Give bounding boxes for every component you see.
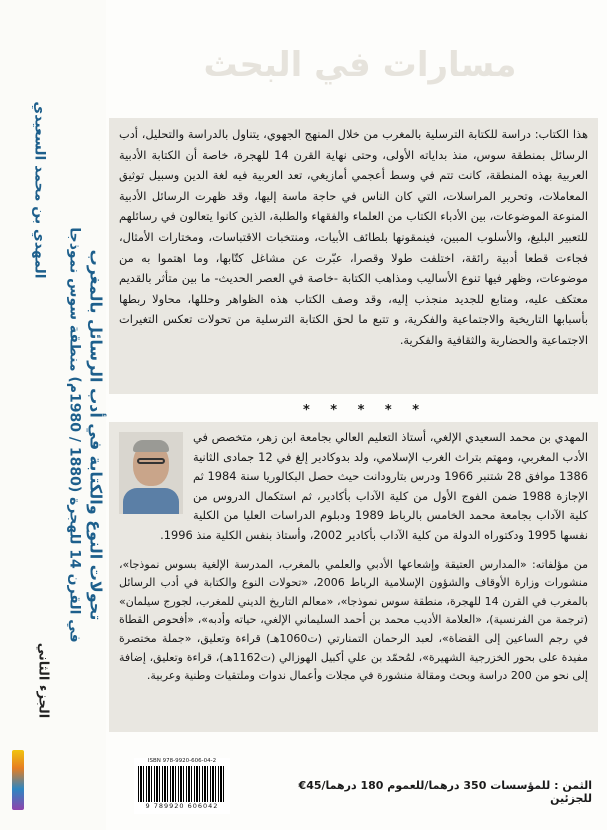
author-photo — [119, 432, 183, 514]
spine-title-line2: في القرن 14 للهجرة (1880 / 1980م) منطقة سوس نموذجا — [67, 227, 84, 643]
price: الثمن : للمؤسسات 350 درهما/للعموم 180 درهما/45€ للجزئين — [298, 779, 592, 805]
barcode-bars-icon — [138, 766, 226, 802]
about-box — [109, 118, 598, 394]
author-works: من مؤلفاته: «المدارس العتيقة وإشعاعها الأدبي والعلمي بالمغرب، المدرسة الإلغية بسوس نموذجا»، منشورات وزارة الأوقاف والشؤون الإسلامية الرباط 2006، «تحولات النوع والكتابة في أدب الرسائل بالمغرب في القرن 14 للهجرة، منطقة سوس نموذجا»، «معالم التاريخ الديني للمغرب، لجورج سيلمان» (ترجمة من الفرنسية)، «العلامة الأديب محمد بن أحمد السليماني الإلغي، حياته وأدبه»، «أفحوص القطاة في رجم الساعين إلى القضاة»، لعبد الرحمان التمنارتي (ت1060هـ) قراءة وتعليق، «جملة مختصرة مفيدة على بحور الخزرجية الشهيرة»، لمُحمّد بن علي أكبيل الهوزالي (ت1162هـ)، قراءة وتعليق، إضافة إلى نحو من 200 دراسة وبحث ومقالة منشورة في مجلات وأعمال ندوات وملتقيات وطنية وعربية. — [119, 557, 588, 683]
spine-title-line1: تحولات النوع والكتابة في أدب الرسائل بالمغرب — [87, 249, 107, 621]
publisher-logo-icon — [12, 750, 24, 810]
separator: * * * * * — [302, 403, 428, 418]
spine-author: المهدي بن محمد السعيدي — [32, 101, 48, 279]
about-text: هذا الكتاب: دراسة للكتابة الترسلية بالمغرب من خلال المنهج الجهوي، يتناول بالدراسة والتحليل، أدب الرسائل بمنطقة سوس، منذ بداياته الأولى، وحتى نهاية القرن 14 للهجرة، خاصة أن الكتابة الأدبية العربية بهذه المنطقة، كانت تتم في وسط أعجمي أمازيغي، تعد العربية فيه لغة الدين وسبيل توثيق المعاملات، وتحرير المراسلات، التي كان الناس في حاجة ماسة إليها، وقد ظهرت الرسائل الأدبية المنوعة الموضوعات، بين الأدباء الكتاب من العلماء والفقهاء والطلبة، الذين كانوا يتعالون في رسائلهم للتعبير البليغ، والأسلوب المبين، فينمقونها بلطائف الأبيات، ومنتخبات الاقتباسات، ومختارات الأمثال، فجاءت قطعا أدبية رائقة، اختلفت طولا وقصرا، عبّرت عن مشاغل كتّابها، وما اهتموا به من موضوعات، وظهر فيها تنوع الأساليب ومذاهب الكتابة -خاصة في العصر الحديث- ما بين متأثر بالقديم معتكف عليه، ومتابع للجديد منجذب إليه، وقد وصف الكتاب هذه الظواهر وحللها، محاولا ربطها بأسبابها التاريخية والاجتماعية والفكرية، و تتبع ما لحق الكتابة الترسلية من تحولات تعكس التغيرات الاجتماعية والحضارية والثقافية والفكرية. — [119, 127, 588, 347]
spine-volume: الجزء الثاني — [35, 642, 51, 718]
barcode — [134, 758, 230, 814]
series-title: مسارات في البحث — [203, 45, 517, 85]
barcode-number: 9 789920 606042 — [145, 802, 219, 810]
author-box — [109, 422, 598, 732]
book-spine — [0, 0, 106, 830]
isbn-text: ISBN 978-9920-606-04-2 — [147, 758, 217, 764]
author-bio: المهدي بن محمد السعيدي الإلغي، أستاذ التعليم العالي بجامعة ابن زهر، متخصص في الأدب المغربي، ومهتم بتراث الغرب الإسلامي، ولد بدوكادير إلغ في 12 جمادى الثانية 1386 موافق 28 شتنبر 1966 ودرس بتارودانت حيث حصل البكالوريا سنة 1984 ثم الإجازة 1988 ضمن الفوج الأول من كلية الآداب بأكادير، ثم استكمال الدروس من كلية الآداب بجامعة محمد الخامس بالرباط 1989 ودبلوم الدراسات العليا من الكلية نفسها 1995 ودكتوراه الدولة من كلية الآداب بأكادير 2002، وأستاذ بنفس الكلية منذ 1996. — [160, 430, 589, 542]
